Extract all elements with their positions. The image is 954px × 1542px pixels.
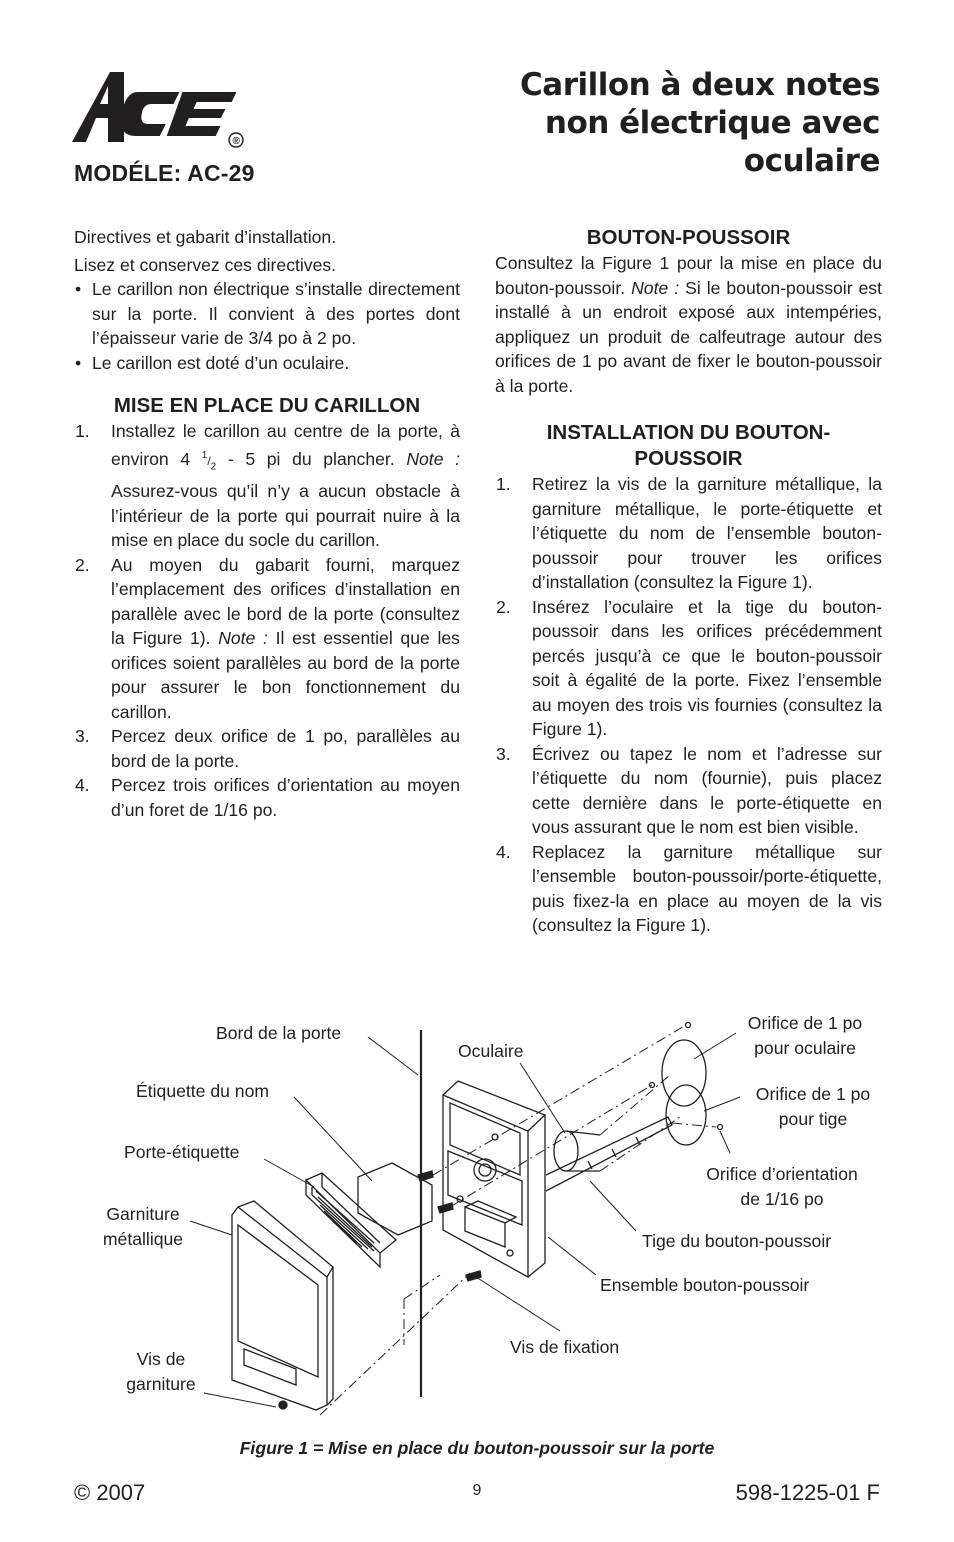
intro-line: Directives et gabarit d’installation. xyxy=(74,227,337,247)
metal-cover xyxy=(232,1201,333,1410)
label-peephole-hole: Orifice de 1 po pour oculaire xyxy=(747,1013,863,1058)
list-item: 3. Écrivez ou tapez le nom et l’adresse sur l’étiquette du nom (fournie), puis placez cette dernière dans le porte-étiquette en vous assurant que le nom est bien visible. xyxy=(496,743,882,837)
label-rod-hole: Orifice de 1 po pour tige xyxy=(755,1084,871,1129)
label-name-card: Étiquette du nom xyxy=(136,1081,270,1101)
label-cover-screw: Vis de garniture xyxy=(126,1349,196,1394)
paragraph: Consultez la Figure 1 pour la mise en place du bouton-poussoir. Note : Si le bouton-poussoir est installé à un endroit exposé aux intempéries, appliquez un produit de calfeutrage autour des orifices de 1 po avant de fixer le bouton-poussoir à la porte. xyxy=(495,253,882,396)
label-metal-cover: Garniture métallique xyxy=(102,1204,184,1249)
intro-line: Lisez et conservez ces directives. xyxy=(74,254,337,275)
list-item: • Le carillon est doté d’un oculaire. xyxy=(74,351,460,376)
model-number: MODÉLE: AC-29 xyxy=(74,160,255,186)
ace-logo xyxy=(72,72,262,150)
push-button-assembly xyxy=(443,1081,545,1277)
pilot-hole xyxy=(686,1023,691,1028)
list-item: 4. Percez trois orifices d’orientation au moyen d’un foret de 1/16 po. xyxy=(75,775,460,820)
registered-mark: ® xyxy=(232,136,240,147)
peephole-tube xyxy=(554,1131,600,1171)
list-item: 4. Replacez la garniture métallique sur l’ensemble bouton-poussoir/porte-étiquette, puis fixez-la en place au moyen de la vis (consultez la Figure 1). xyxy=(496,841,882,935)
pilot-hole xyxy=(718,1125,723,1130)
label-pilot-hole: Orifice d’orientation de 1/16 po xyxy=(706,1164,858,1209)
numbered-list xyxy=(74,419,460,822)
screws xyxy=(418,1171,481,1281)
label-holder xyxy=(306,1173,396,1267)
page-title xyxy=(460,66,880,180)
page-number: 9 xyxy=(472,1482,482,1499)
list-item: 3. Percez deux orifice de 1 po, parallèles au bord de la porte. xyxy=(75,726,460,771)
title-line: oculaire xyxy=(743,143,880,179)
installation-figure xyxy=(0,985,954,1425)
left-column xyxy=(74,225,460,822)
copyright: © 2007 xyxy=(74,1480,146,1505)
section-heading: MISE EN PLACE DU CARILLON xyxy=(113,394,421,417)
push-rod xyxy=(546,1117,672,1191)
right-column xyxy=(495,225,882,938)
list-item: 1. Retirez la vis de la garniture métallique, la garniture métallique, le porte-étiquette et l’étiquette du nom de l’ensemble bouton-poussoir pour trouver les orifices d’installation (consultez la Figure 1). xyxy=(496,474,882,592)
list-item: 2. Au moyen du gabarit fourni, marquez l’emplacement des orifices d’installation en parallèle avec le bord de la porte (consultez la Figure 1). Note : Il est essentiel que les orifices soient parallèles au bord de la porte pour assurer le bon fonctionnement du carillon. xyxy=(75,554,460,722)
bullet-list xyxy=(74,277,460,375)
document-code: 598-1225-01 F xyxy=(735,1480,880,1505)
label-mounting-screws: Vis de fixation xyxy=(510,1337,620,1357)
title-line: non électrique avec xyxy=(544,105,880,141)
label-label-holder: Porte-étiquette xyxy=(124,1142,240,1162)
label-push-rod: Tige du bouton-poussoir xyxy=(642,1231,832,1251)
peephole-hole xyxy=(662,1040,706,1106)
list-item: • Le carillon non électrique s’installe directement sur la porte. Il convient à des portes dont l’épaisseur varie de 3/4 po à 2 po. xyxy=(74,277,460,351)
list-item: 1. Installez le carillon au centre de la porte, à environ 4 $^1/_2 - 5$ pi du plancher. Note : Assurez-vous qu’il n’y a aucun obstacle à l’intérieur de la porte qui pourrait nuire à la mise en place du socle du carillon. xyxy=(75,421,460,551)
rod-hole xyxy=(666,1085,706,1145)
list-item: 2. Insérez l’oculaire et la tige du bouton-poussoir dans les orifices précédemment percés jusqu’à ce que le bouton-poussoir soit à égalité de la porte. Fixez l’ensemble au moyen des trois vis fournies (consultez la Figure 1). xyxy=(496,596,882,739)
numbered-list xyxy=(495,472,882,938)
figure-caption: Figure 1 = Mise en place du bouton-poussoir sur la porte xyxy=(239,1438,715,1458)
section-heading: INSTALLATION DU BOUTON- POUSSOIR xyxy=(546,421,831,470)
label-push-button-assembly: Ensemble bouton-poussoir xyxy=(600,1275,810,1295)
section-heading: BOUTON-POUSSOIR xyxy=(586,226,791,249)
label-door-edge: Bord de la porte xyxy=(216,1023,342,1043)
label-peephole: Oculaire xyxy=(458,1041,524,1061)
title-line: Carillon à deux notes xyxy=(520,67,880,103)
